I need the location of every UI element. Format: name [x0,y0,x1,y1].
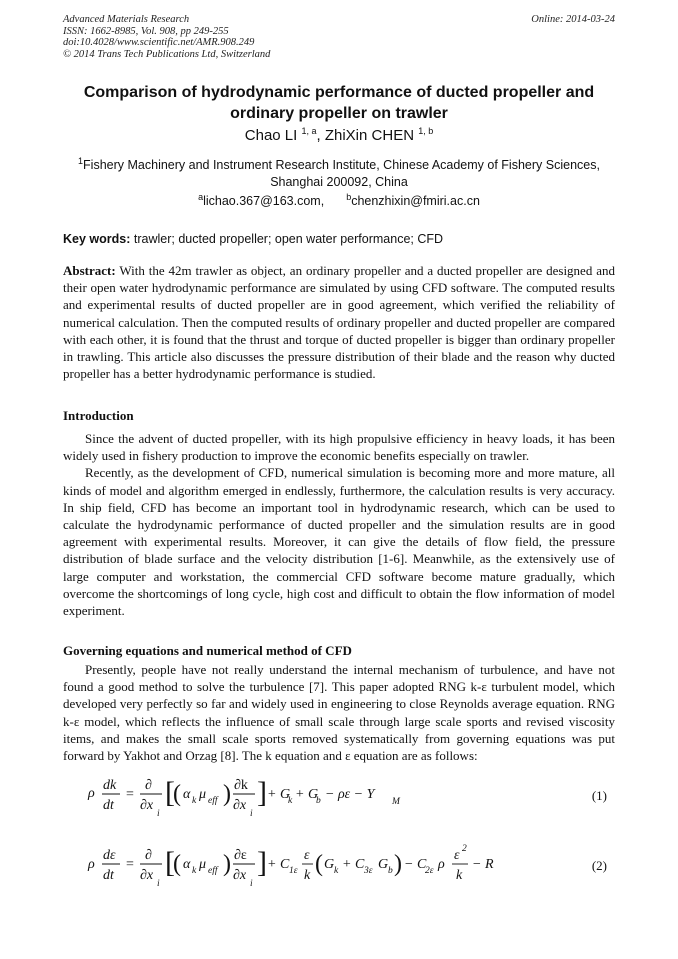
eq1-dt: dt [103,798,114,813]
eq2-rho-2: ρ [438,857,445,872]
eq2-alpha-sub: k [192,866,197,876]
email-b: chenzhixin@fmiri.ac.cn [351,194,480,208]
eq2-k-den: k [304,868,311,883]
governing-body [63,661,615,764]
journal-name: Advanced Materials Research [63,14,190,25]
introduction-body [63,430,615,619]
eq2-eps-num: ε [304,848,310,863]
svg-text:[: [ [165,776,175,809]
abstract [63,262,615,382]
eq1-alpha-sub: k [192,796,197,806]
eq1-dk-partial: ∂k [234,778,248,793]
eq1-rest: − ρε − Y [325,787,375,802]
abstract-text: With the 42m trawler as object, an ordinary propeller and a ducted propeller are designed and their open water hydrodynamic performance are simulated by using CFD software. The computed results and experimental results of ducted propeller are in good agreement, which verified the reliability of numerical calculation. Then the computed results of ordinary propeller and ducted propeller are compared with each other, it is found that the thrust and torque of ducted propeller is bigger than ordinary propeller in trawling. This article also discusses the pressure distribution of their blade and the reason why ducted propeller has a better hydrodynamic performance is studied. [63,263,615,382]
eq2-partial: ∂ [145,848,152,863]
eq2-c3-sub: 3ε [364,866,373,876]
paper-title [63,82,615,124]
author-2-sup: 1, b [418,126,434,136]
eq1-mu: μ [199,787,207,802]
keywords-text: trawler; ducted propeller; open water performance; CFD [130,232,444,246]
section-heading-governing: Governing equations and numerical method of CFD [63,643,352,658]
eq2-g1-sub: k [334,866,339,876]
affiliation [63,157,615,191]
journal-header [63,14,615,60]
eq2-dxi: ∂x [140,868,154,883]
author-1-sup: 1, a [301,126,317,136]
email-b-sup: b [346,191,352,202]
introduction-paragraph-2: Recently, as the development of CFD, numerical simulation is becoming more and more mature, all kinds of model and algorithm emerged in endlessly, furthermore, the calculation results is very accuracy. In ship field, CFD has become an important tool in hydrodynamic research, which can be used to calculate the hydrodynamic performance of ducted propeller and the simulation results are in good agreement with experimental results. Moreover, it can give the details of flow field, the pressure distribution of blade surface and the velocity distribution [1-6]. Meanwhile, as the extensively use of large computer and workstation, the commercial CFD software become mature gradually, which overcome the shortcomings of long cycle, high cost and difficult to obtain the flow information of model experiment. [63,465,615,619]
eq2-equals: = [126,857,134,872]
eq2-eff: eff [208,866,218,876]
author-separator: , [316,127,325,144]
svg-text:): ) [223,851,231,877]
equation-1-graphic [63,770,563,822]
eq2-g2-sub: b [388,866,393,876]
equation-1-number: (1) [591,788,607,803]
copyright-line: © 2014 Trans Tech Publications Ltd, Switzerland [63,48,271,60]
eq2-de: dε [103,848,116,863]
eq1-rho: ρ [88,786,95,801]
eq1-i-2: i [250,809,253,819]
authors [63,126,615,146]
eq2-c2: − C [404,857,427,872]
eq2-dt: dt [103,868,114,883]
issn-line: ISSN: 1662-8985, Vol. 908, pp 249-255 [63,25,229,37]
governing-paragraph-1: Presently, people have not really understand the internal mechanism of turbulence, and have not found a good method to solve the turbulence [7]. This paper adopted RNG k-ε turbulent model, which developed very perfectly so far and widely used in engineering to close Reynolds average equation. RNG k-ε model, which reflects the influence of small scale through large scale sports and revised viscosity items, and makes the small scale sports removed systematically from governing equations was put forward by Yakhot and Orzag [8]. The k equation and ε equation are as follows: [63,662,615,764]
eq1-gk: + G [267,787,291,802]
eq1-ym-sub: M [392,797,400,807]
emails [63,193,615,210]
eq1-partial: ∂ [145,778,152,793]
title-line-1: Comparison of hydrodynamic performance of ducted propeller and [83,84,595,101]
affiliation-text-1: Fishery Machinery and Instrument Research Institute, Chinese Academy of Fishery Sciences, [83,158,600,172]
doi-line: doi:10.4028/www.scientific.net/AMR.908.249 [63,37,255,48]
eq1-i: i [157,809,160,819]
eq2-i-2: i [250,879,253,889]
author-1: Chao LI [244,127,298,144]
equation-2-number: (2) [591,858,607,873]
svg-text:]: ] [257,846,267,879]
email-a-sup: a [198,191,204,202]
equation-2 [63,838,615,888]
eq2-c1: + C [267,857,290,872]
introduction-paragraph-1: Since the advent of ducted propeller, with its high propulsive efficiency in heavy loads, it has been widely used in fishery production to improve the economic benefits especially on trawler. [63,431,615,464]
online-date: Online: 2014-03-24 [531,14,615,25]
affiliation-line-2: Shanghai 200092, China [270,175,408,189]
author-2: ZhiXin CHEN [324,127,415,144]
svg-text:): ) [394,851,402,877]
eq2-rho: ρ [88,857,95,872]
affiliation-line-1 [63,157,615,174]
svg-text:(: ( [173,851,181,877]
eq1-gb: + G [295,787,319,802]
eq2-sq: 2 [462,844,467,854]
keywords-label: Key words: [63,232,131,246]
eq2-alpha: α [183,857,191,872]
affiliation-sup: 1 [78,155,84,166]
equation-2-graphic [63,838,563,894]
email-a: lichao.367@163.com, [203,194,325,208]
eq1-gb-sub: b [316,796,321,806]
svg-text:]: ] [257,776,267,809]
eq1-dxi: ∂x [140,798,154,813]
eq1-dk: dk [103,778,117,793]
eq1-eff: eff [208,796,218,806]
eq2-c3: + C [342,857,365,872]
eq1-alpha: α [183,787,191,802]
eq2-g2: G [378,857,389,872]
eq2-mu: μ [199,857,207,872]
eq2-de-partial: ∂ε [234,848,247,863]
svg-text:(: ( [315,851,323,877]
equation-1 [63,770,615,820]
eq2-c1-sub: 1ε [289,866,298,876]
eq2-i: i [157,879,160,889]
svg-text:[: [ [165,846,175,879]
svg-text:): ) [223,781,231,807]
eq1-gk-sub: k [288,796,293,806]
eq1-dxi-2: ∂x [233,798,247,813]
abstract-label: Abstract: [63,263,116,278]
eq2-k-den-2: k [456,868,463,883]
title-line-2: ordinary propeller on trawler [230,105,448,122]
section-heading-introduction: Introduction [63,408,134,423]
svg-text:(: ( [173,781,181,807]
eq1-equals: = [126,787,134,802]
eq2-c2-sub: 2ε [425,866,434,876]
eq2-g1: G [324,857,335,872]
eq2-dxi-2: ∂x [233,868,247,883]
keywords [63,231,615,247]
eq2-r: − R [472,857,494,872]
eq2-eps-sq: ε [454,848,460,863]
